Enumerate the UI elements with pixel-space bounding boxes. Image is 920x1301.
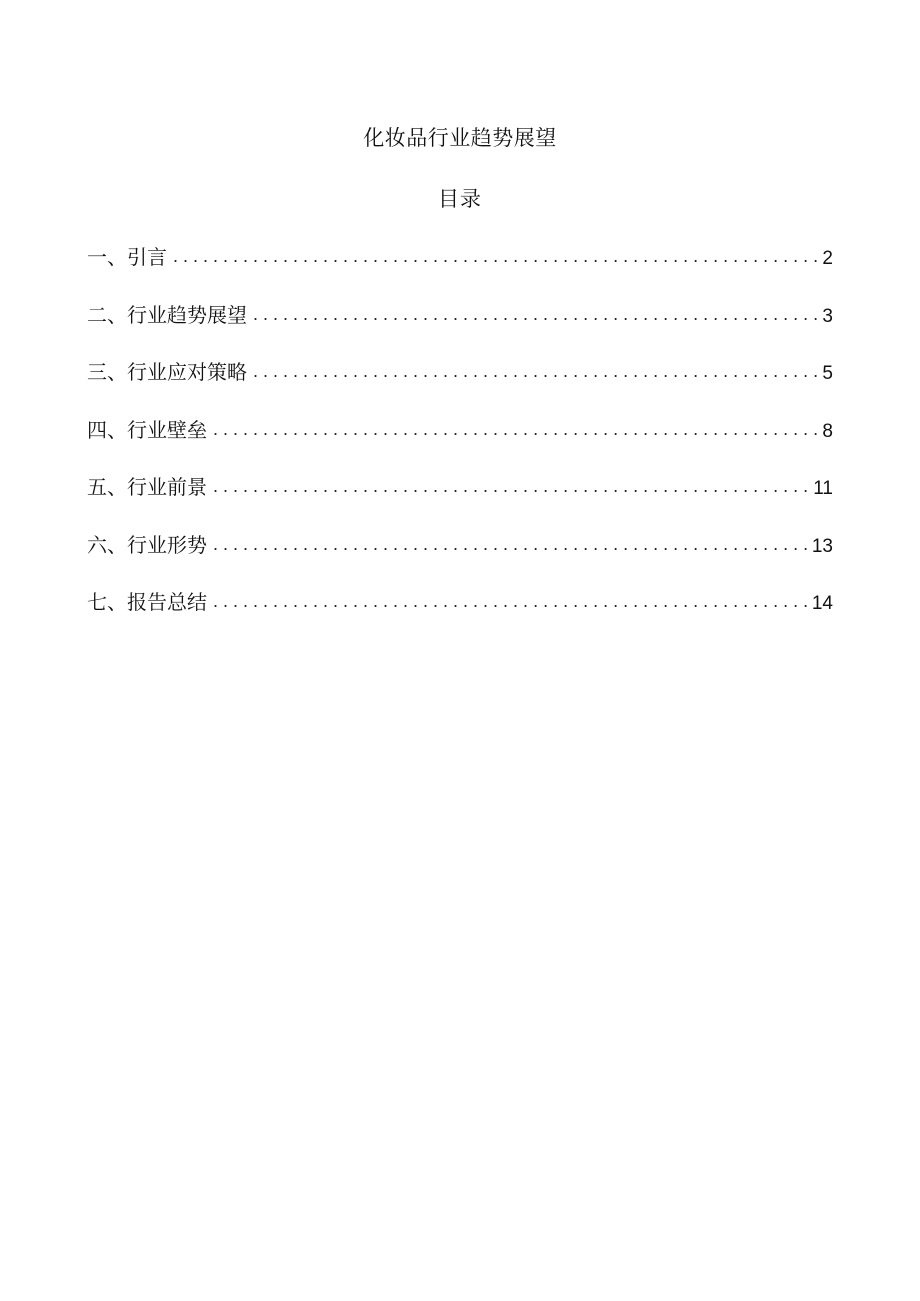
toc-heading: 目录 (438, 187, 482, 211)
toc-entry-label: 三、行业应对策略 (87, 360, 247, 384)
toc-entry-summary[interactable] (87, 585, 833, 643)
toc-entry-page-number: 13 (811, 535, 833, 557)
toc-entry-situation[interactable] (87, 528, 833, 586)
toc-entry-label: 四、行业壁垒 (87, 417, 207, 442)
toc-entry-label: 七、报告总结 (87, 590, 207, 614)
toc-dot-leader (213, 412, 818, 446)
toc-entry-page-number: 5 (822, 363, 833, 384)
toc-entry-label: 二、行业趋势展望 (87, 302, 247, 327)
table-of-contents (87, 240, 833, 643)
toc-entry-trend-outlook[interactable] (87, 298, 833, 356)
toc-dot-leader (173, 239, 818, 273)
toc-entry-page-number: 11 (813, 478, 833, 499)
toc-dot-leader (213, 584, 808, 618)
toc-entry-label: 五、行业前景 (87, 475, 207, 499)
toc-entry-label: 六、行业形势 (87, 532, 207, 557)
toc-entry-page-number: 2 (822, 248, 833, 269)
toc-entry-page-number: 3 (822, 305, 833, 327)
toc-entry-prospects[interactable] (87, 470, 833, 528)
toc-dot-leader (253, 354, 818, 388)
toc-dot-leader (253, 297, 818, 331)
toc-entry-strategies[interactable] (87, 355, 833, 413)
document-title: 化妆品行业趋势展望 (363, 126, 557, 150)
toc-dot-leader (213, 527, 808, 561)
toc-entry-label: 一、引言 (87, 245, 167, 269)
toc-entry-page-number: 14 (811, 593, 833, 614)
toc-entry-page-number: 8 (822, 420, 833, 442)
toc-dot-leader (213, 469, 809, 503)
toc-entry-introduction[interactable] (87, 240, 833, 298)
toc-entry-barriers[interactable] (87, 413, 833, 471)
